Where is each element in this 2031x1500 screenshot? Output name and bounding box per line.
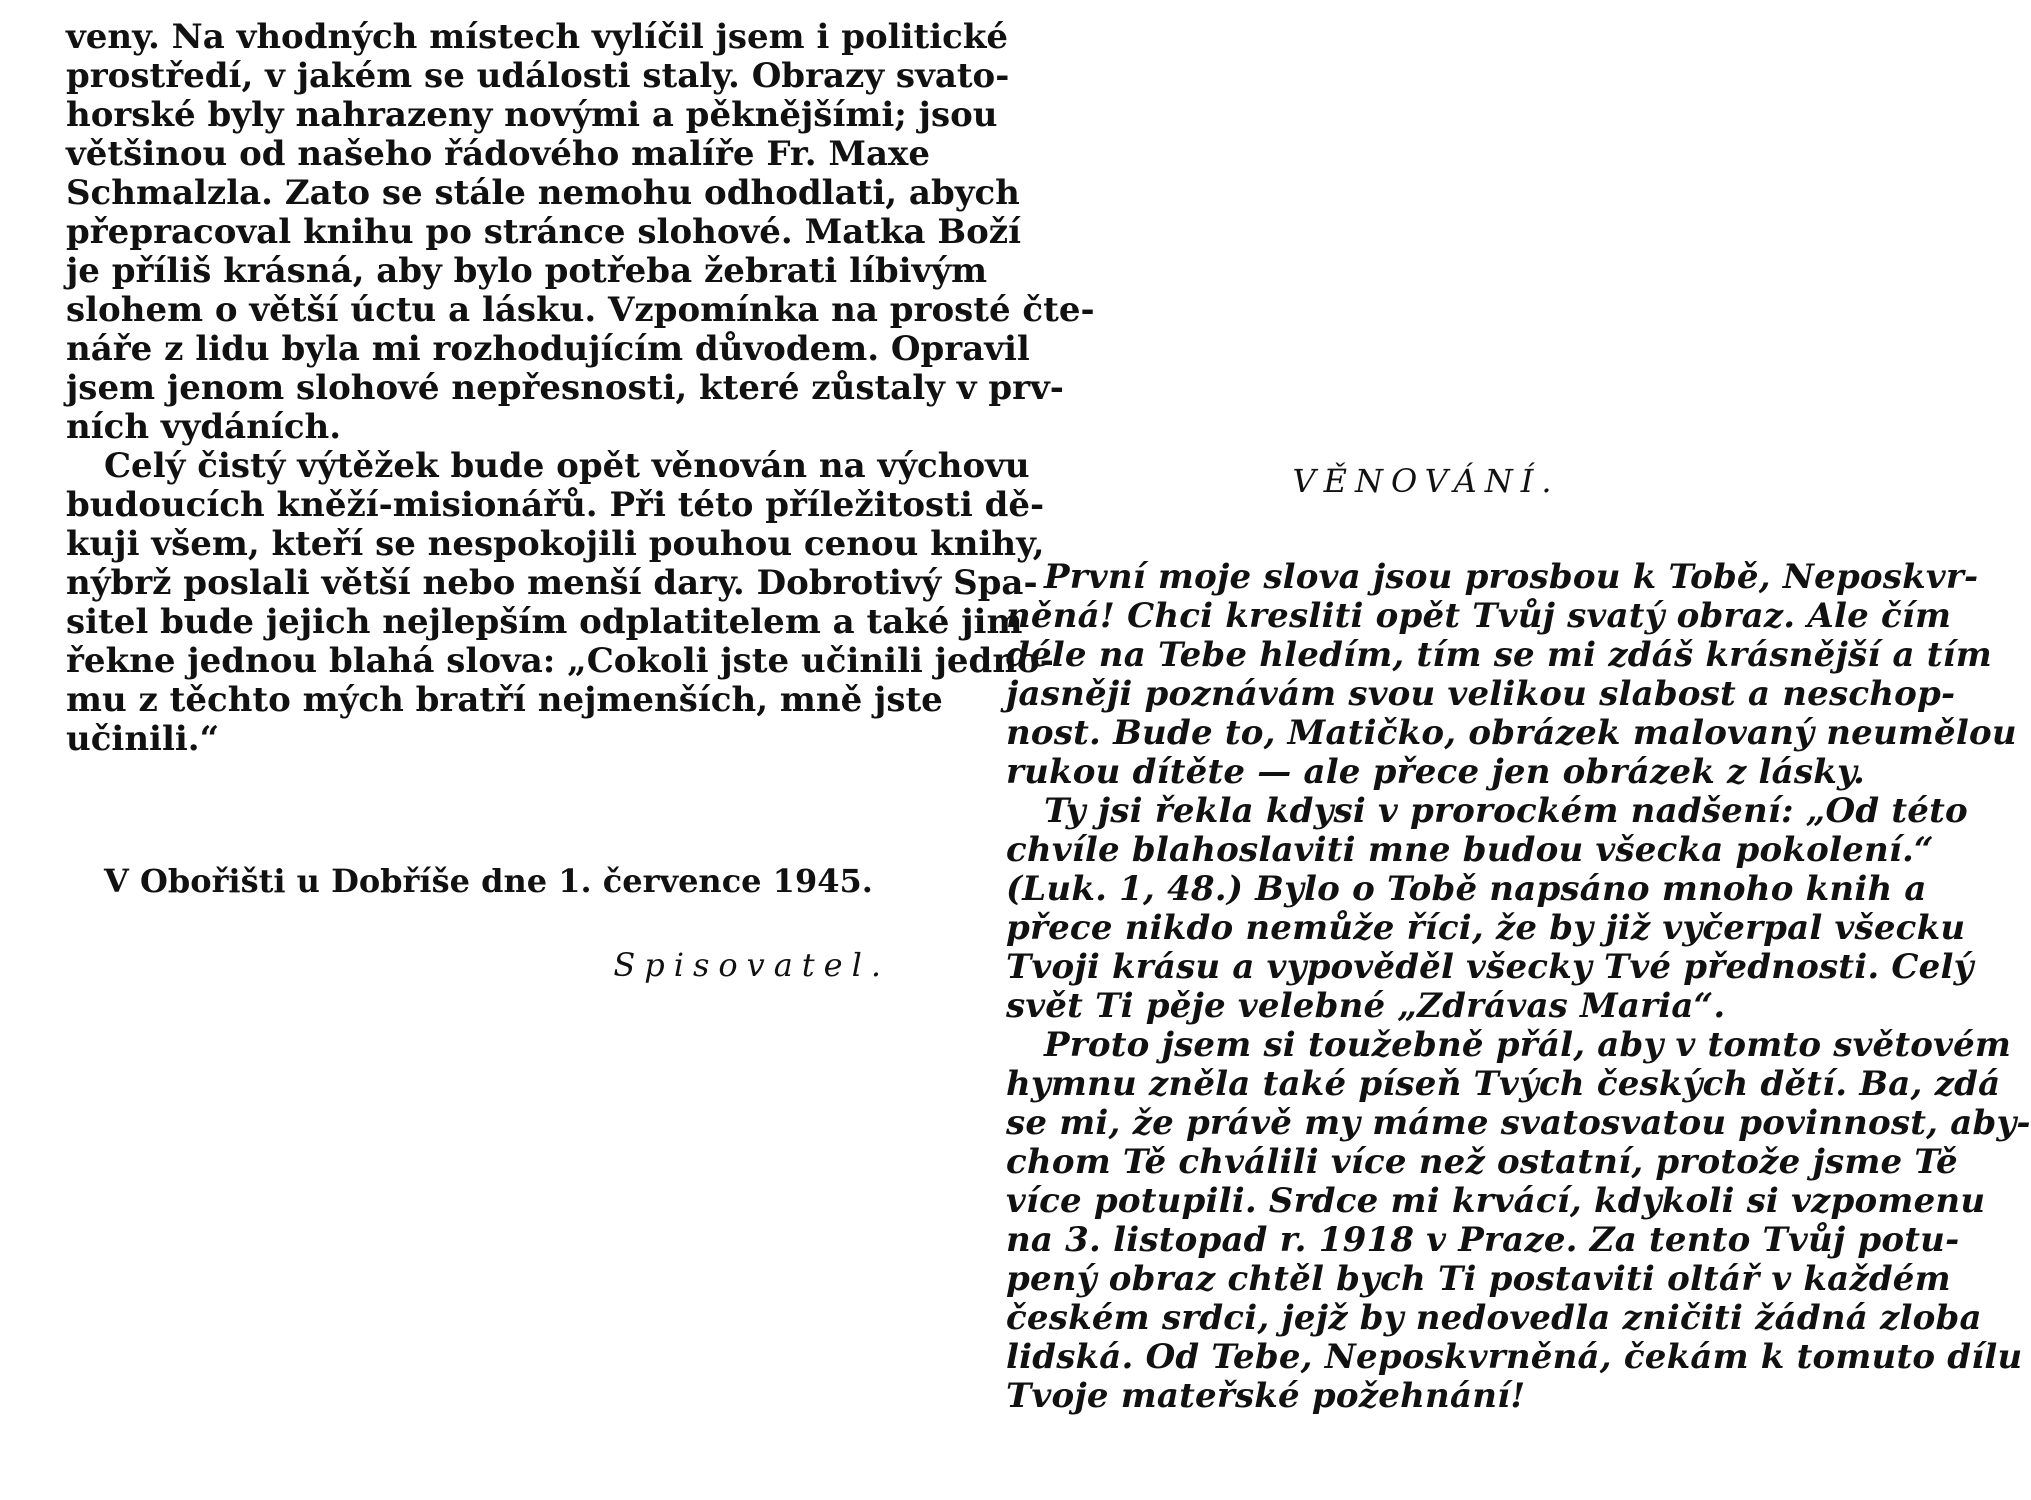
text-line: sitel bude jejich nejlepším odplatitelem a také jim	[66, 602, 1023, 642]
text-line: lidská. Od Tebe, Neposkvrněná, čekám k tomuto dílu	[1006, 1337, 2023, 1377]
text-line: řekne jednou blahá slova: „Cokoli jste učinili jedno-	[66, 641, 1054, 681]
text-line: Tvoji krásu a vypověděl všecky Tvé přednosti. Celý	[1006, 947, 1974, 987]
place-date: V Obořišti u Dobříše dne 1. července 1945.	[104, 862, 873, 900]
text-line: Ty jsi řekla kdysi v prorockém nadšení: „Od této	[1044, 791, 1968, 831]
text-line: déle na Tebe hledím, tím se mi zdáš krásnější a tím	[1006, 635, 1992, 675]
text-line: českém srdci, jejž by nedovedla zničiti žádná zloba	[1006, 1298, 1982, 1338]
text-line: chvíle blahoslaviti mne budou všecka pokolení.“	[1006, 830, 1934, 870]
text-line: chom Tě chválili více než ostatní, protože jsme Tě	[1006, 1142, 1958, 1182]
text-line: Proto jsem si toužebně přál, aby v tomto světovém	[1044, 1025, 2012, 1065]
text-line: horské byly nahrazeny novými a pěknějšími; jsou	[66, 95, 998, 135]
text-line: většinou od našeho řádového malíře Fr. Maxe	[66, 134, 930, 174]
left-page-text	[66, 17, 1095, 759]
text-line: veny. Na vhodných místech vylíčil jsem i politické	[66, 17, 1009, 57]
text-line: hymnu zněla také píseň Tvých českých dětí. Ba, zdá	[1006, 1064, 2001, 1104]
text-line: nost. Bude to, Matičko, obrázek malovaný neumělou	[1006, 713, 2017, 753]
text-line: mu z těchto mých bratří nejmenších, mně jste	[66, 680, 943, 720]
text-line: budoucích kněží-misionářů. Při této příležitosti dě-	[66, 485, 1045, 525]
text-line: na 3. listopad r. 1918 v Praze. Za tento Tvůj potu-	[1006, 1220, 1960, 1260]
text-line: přece nikdo nemůže říci, že by již vyčerpal všecku	[1006, 908, 1966, 948]
dedication-text	[1006, 557, 2031, 1416]
text-line: jasněji poznávám svou velikou slabost a neschop-	[1006, 674, 1956, 714]
text-line: svět Ti pěje velebné „Zdrávas Maria“.	[1006, 986, 1726, 1026]
text-line: První moje slova jsou prosbou k Tobě, Neposkvr-	[1044, 557, 1979, 597]
text-line: učinili.“	[66, 719, 220, 759]
dedication-title: VĚNOVÁNÍ.	[1292, 462, 1560, 500]
text-line: slohem o větší úctu a lásku. Vzpomínka na prosté čte-	[66, 290, 1095, 330]
text-line: Tvoje mateřské požehnání!	[1006, 1376, 1526, 1416]
text-line: nýbrž poslali větší nebo menší dary. Dobrotivý Spa-	[66, 563, 1038, 603]
signature: Spisovatel.	[613, 946, 890, 984]
text-line: více potupili. Srdce mi krvácí, kdykoli si vzpomenu	[1006, 1181, 1986, 1221]
text-line: něná! Chci kresliti opět Tvůj svatý obraz. Ale čím	[1006, 596, 1952, 636]
text-line: prostředí, v jakém se události staly. Obrazy svato-	[66, 56, 1010, 96]
text-line: ních vydáních.	[66, 407, 342, 447]
text-line: Celý čistý výtěžek bude opět věnován na výchovu	[104, 446, 1030, 486]
text-line: kuji všem, kteří se nespokojili pouhou cenou knihy,	[66, 524, 1045, 564]
text-line: Schmalzla. Zato se stále nemohu odhodlati, abych	[66, 173, 1020, 213]
text-line: je příliš krásná, aby bylo potřeba žebrati líbivým	[66, 251, 988, 291]
text-line: (Luk. 1, 48.) Bylo o Tobě napsáno mnoho knih a	[1006, 869, 1927, 909]
text-line: jsem jenom slohové nepřesnosti, které zůstaly v prv-	[66, 368, 1064, 408]
text-line: přepracoval knihu po stránce slohové. Matka Boží	[66, 212, 1022, 252]
text-line: pený obraz chtěl bych Ti postaviti oltář v každém	[1006, 1259, 1951, 1299]
text-line: se mi, že právě my máme svatosvatou povinnost, aby-	[1006, 1103, 2031, 1143]
text-line: náře z lidu byla mi rozhodujícím důvodem. Opravil	[66, 329, 1030, 369]
text-line: rukou dítěte — ale přece jen obrázek z lásky.	[1006, 752, 1866, 792]
